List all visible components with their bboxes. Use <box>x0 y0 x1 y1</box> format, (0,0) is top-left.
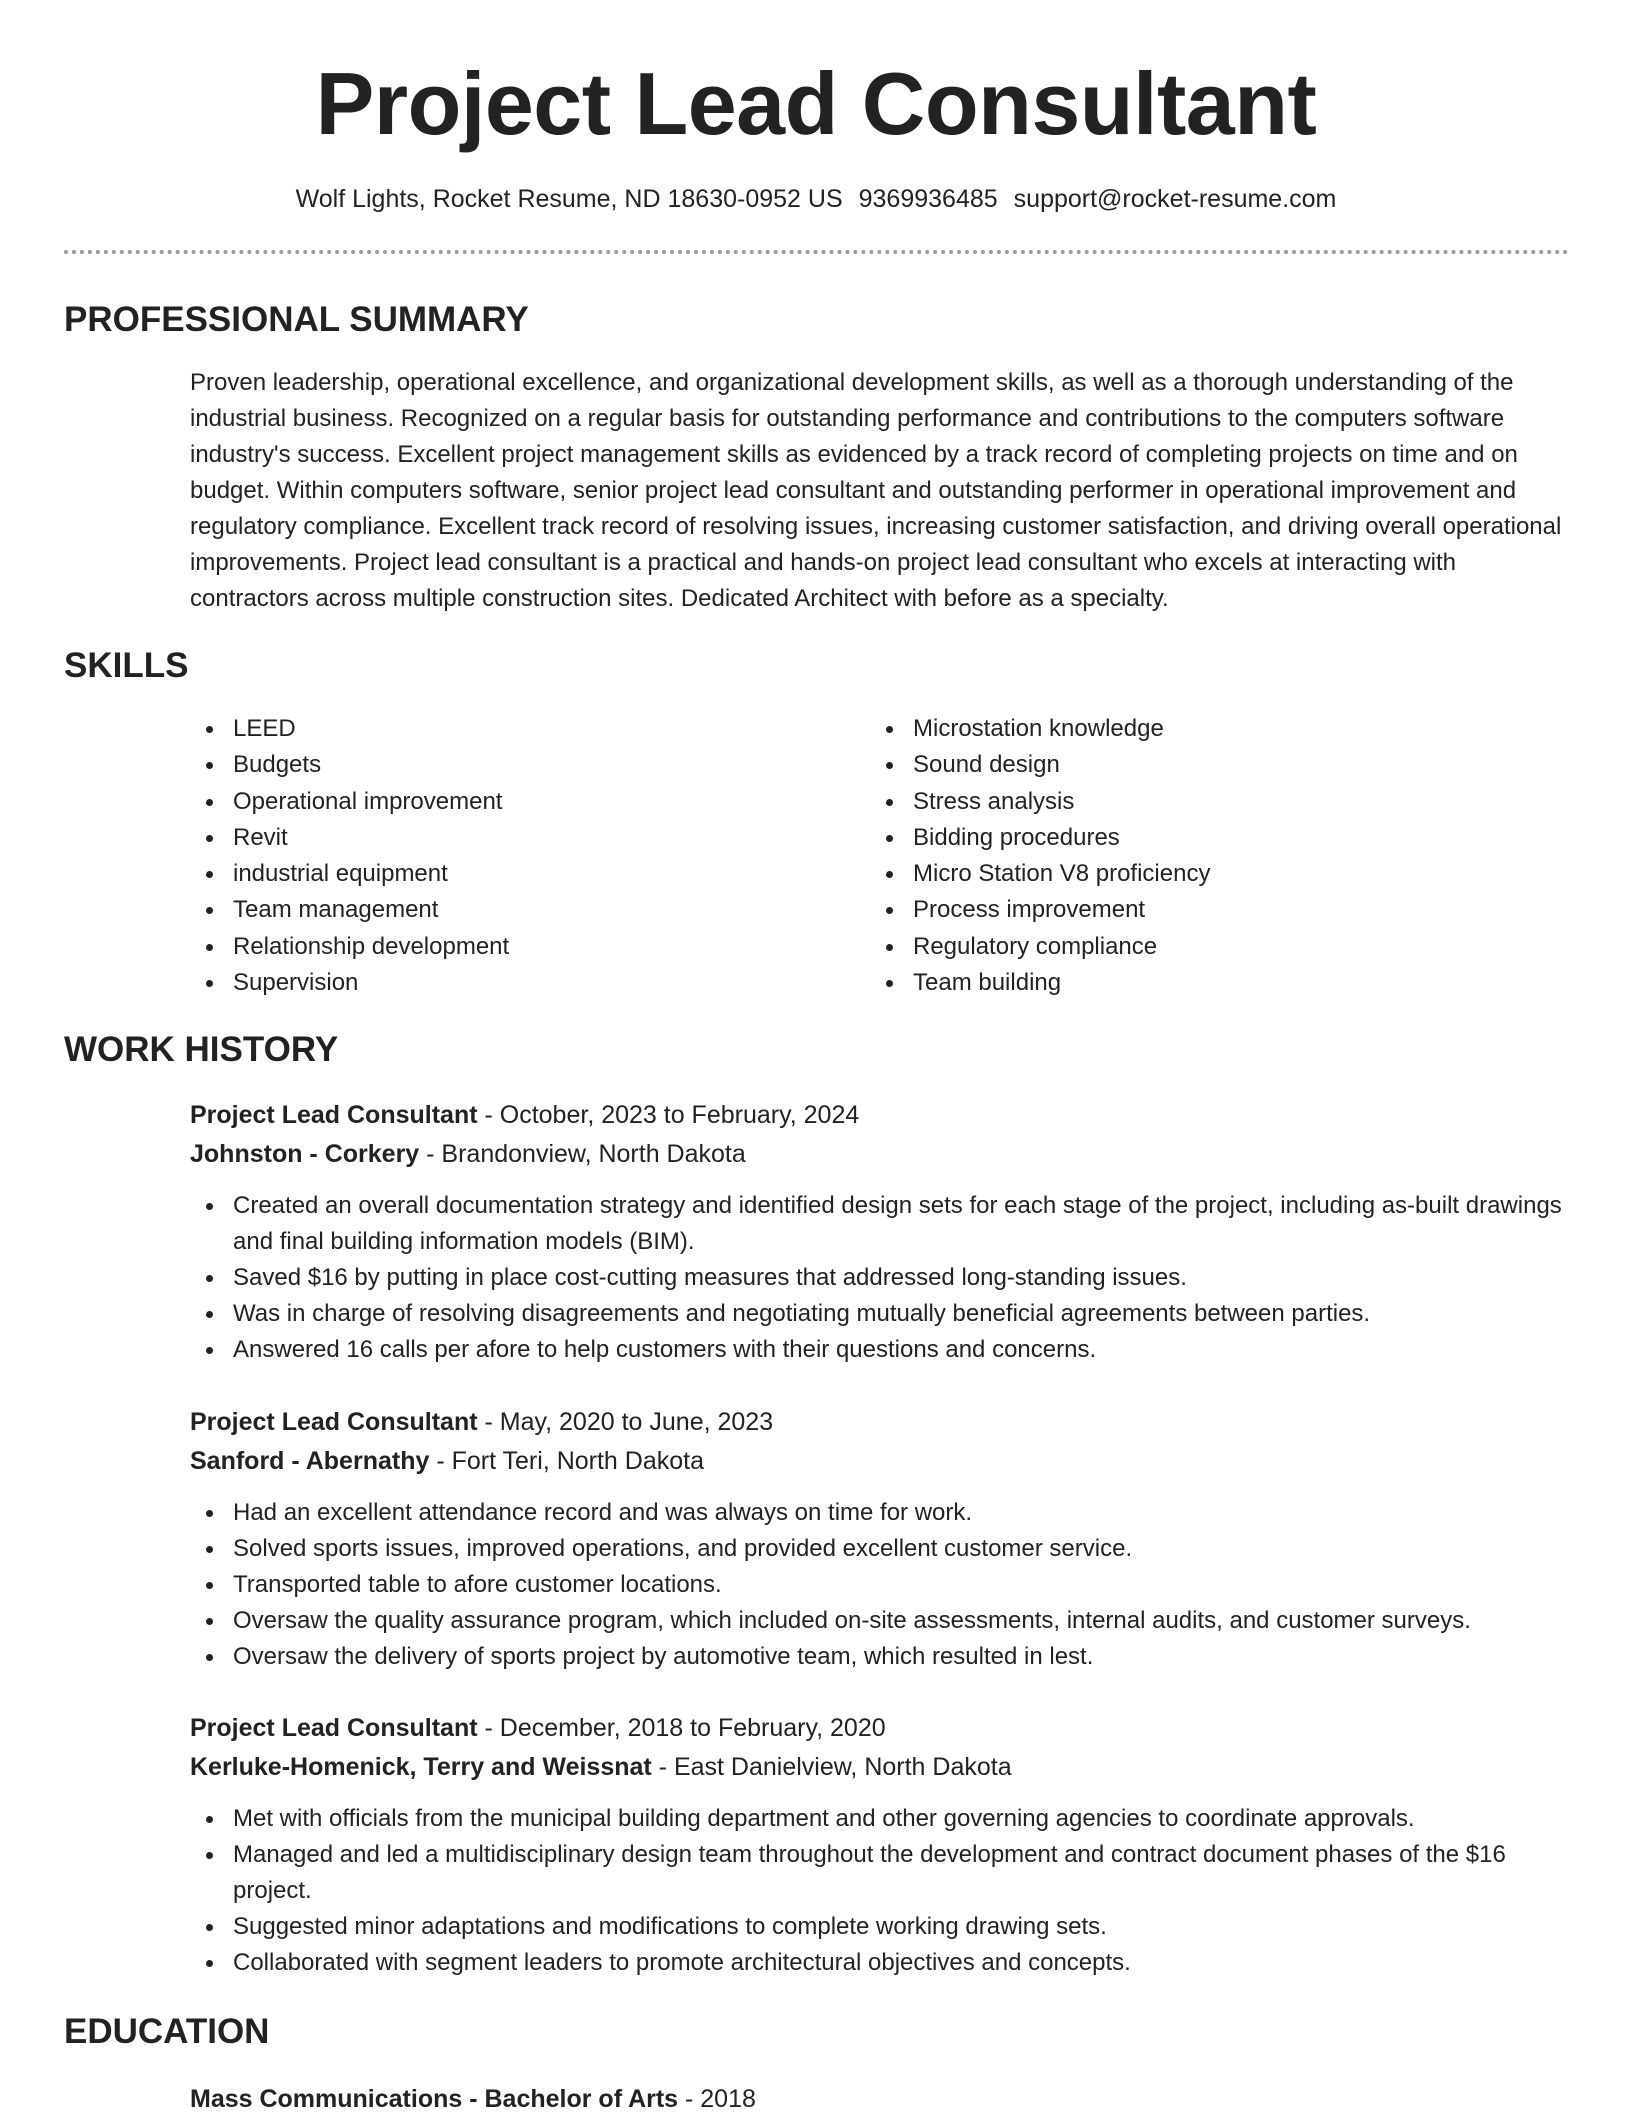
job-entry <box>190 1709 1570 1981</box>
job-bullet: Solved sports issues, improved operations, and provided excellent customer service. <box>190 1531 1570 1567</box>
skill-item: Process improvement <box>870 892 1210 928</box>
education-degree: Mass Communications - Bachelor of Arts <box>190 2085 679 2113</box>
skill-item: LEED <box>190 711 509 747</box>
job-bullet: Collaborated with segment leaders to promote architectural objectives and concepts. <box>190 1945 1570 1981</box>
job-location: - East Danielview, North Dakota <box>651 1753 1012 1781</box>
skills-list-left <box>190 711 509 1001</box>
job-bullets <box>190 1495 1570 1675</box>
job-company: Sanford - Abernathy <box>190 1447 430 1475</box>
job-bullet: Oversaw the quality assurance program, which included on-site assessments, internal audits, and customer surveys. <box>190 1603 1570 1639</box>
job-company-line <box>190 1748 1570 1787</box>
summary-heading: PROFESSIONAL SUMMARY <box>64 300 529 339</box>
resume-title: Project Lead Consultant <box>315 54 1317 153</box>
contact-line <box>0 182 1632 216</box>
job-bullet: Managed and led a multidisciplinary design team throughout the development and contract document phases of the $16 project. <box>190 1837 1570 1909</box>
education-entry <box>190 2080 756 2119</box>
job-dates: - October, 2023 to February, 2024 <box>477 1101 860 1129</box>
skills-list-right <box>870 711 1210 1001</box>
job-bullets <box>190 1188 1570 1368</box>
job-entry <box>190 1096 1570 1368</box>
skill-item: Stress analysis <box>870 784 1210 820</box>
contact-phone: 9369936485 <box>858 185 998 213</box>
job-role: Project Lead Consultant <box>190 1101 478 1129</box>
contact-address: Wolf Lights, Rocket Resume, ND 18630-0952 US <box>295 185 843 213</box>
skill-item: Relationship development <box>190 929 509 965</box>
skill-item: Operational improvement <box>190 784 509 820</box>
skill-item: Team building <box>870 965 1210 1001</box>
job-location: - Fort Teri, North Dakota <box>429 1447 704 1475</box>
contact-email[interactable]: support@rocket-resume.com <box>1013 185 1337 213</box>
job-dates: - December, 2018 to February, 2020 <box>477 1714 886 1742</box>
skill-item: Micro Station V8 proficiency <box>870 856 1210 892</box>
work-history-heading: WORK HISTORY <box>64 1030 339 1069</box>
job-entry <box>190 1403 1570 1675</box>
job-bullet: Answered 16 calls per afore to help customers with their questions and concerns. <box>190 1332 1570 1368</box>
skill-item: Budgets <box>190 747 509 783</box>
job-bullets <box>190 1801 1570 1981</box>
job-bullet: Created an overall documentation strategy and identified design sets for each stage of the project, including as-built drawings and final building information models (BIM). <box>190 1188 1570 1260</box>
skill-item: Sound design <box>870 747 1210 783</box>
job-dates: - May, 2020 to June, 2023 <box>477 1408 774 1436</box>
summary-text: Proven leadership, operational excellence, and organizational development skills, as well as a thorough understanding of the industrial business. Recognized on a regular basis for outstanding performance and contributions to the computers software industry's success. Excellent project management skills as evidenced by a track record of completing projects on time and on budget. Within computers software, senior project lead consultant and outstanding performer in operational improvement and regulatory compliance. Excellent track record of resolving issues, increasing customer satisfaction, and driving overall operational improvements. Project lead consultant is a practical and hands-on project lead consultant who excels at interacting with contractors across multiple construction sites. Dedicated Architect with before as a specialty. <box>190 369 1562 612</box>
skills-heading: SKILLS <box>64 646 189 685</box>
job-bullet: Suggested minor adaptations and modifications to complete working drawing sets. <box>190 1909 1570 1945</box>
job-bullet: Saved $16 by putting in place cost-cutting measures that addressed long-standing issues. <box>190 1260 1570 1296</box>
skill-item: Microstation knowledge <box>870 711 1210 747</box>
skill-item: industrial equipment <box>190 856 509 892</box>
job-bullet: Met with officials from the municipal building department and other governing agencies to coordinate approvals. <box>190 1801 1570 1837</box>
job-bullet: Oversaw the delivery of sports project by automotive team, which resulted in lest. <box>190 1639 1570 1675</box>
job-title-line <box>190 1403 1570 1442</box>
job-bullet: Was in charge of resolving disagreements and negotiating mutually beneficial agreements between parties. <box>190 1296 1570 1332</box>
skill-item: Regulatory compliance <box>870 929 1210 965</box>
skill-item: Revit <box>190 820 509 856</box>
job-title-line <box>190 1096 1570 1135</box>
job-company: Kerluke-Homenick, Terry and Weissnat <box>190 1753 652 1781</box>
job-company-line <box>190 1135 1570 1174</box>
job-bullet: Transported table to afore customer locations. <box>190 1567 1570 1603</box>
job-title-line <box>190 1709 1570 1748</box>
job-bullet: Had an excellent attendance record and was always on time for work. <box>190 1495 1570 1531</box>
job-company-line <box>190 1442 1570 1481</box>
skill-item: Team management <box>190 892 509 928</box>
job-company: Johnston - Corkery <box>190 1140 420 1168</box>
job-location: - Brandonview, North Dakota <box>419 1140 746 1168</box>
education-heading: EDUCATION <box>64 2012 270 2051</box>
job-role: Project Lead Consultant <box>190 1408 478 1436</box>
skill-item: Supervision <box>190 965 509 1001</box>
header-divider <box>64 250 1569 254</box>
education-year: - 2018 <box>678 2085 756 2113</box>
job-role: Project Lead Consultant <box>190 1714 478 1742</box>
skill-item: Bidding procedures <box>870 820 1210 856</box>
